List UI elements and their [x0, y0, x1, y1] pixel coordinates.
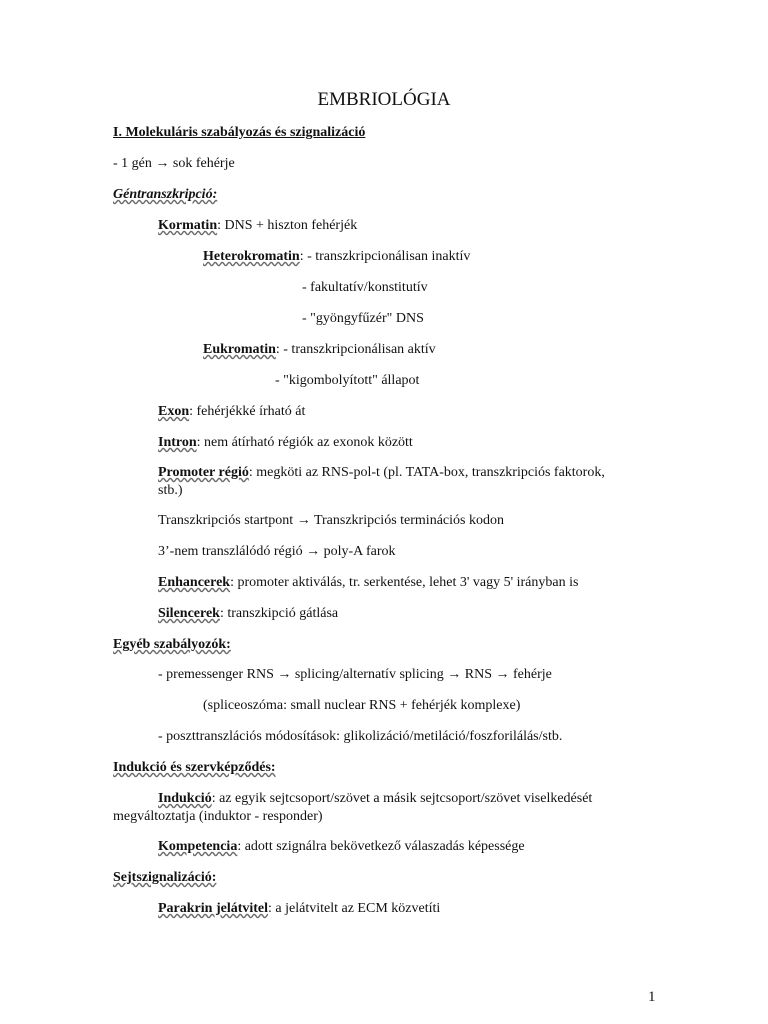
section-title: I. Molekuláris szabályozás és szignalizáció [113, 125, 366, 140]
subheading-sejtszignalizacio [113, 869, 216, 887]
silencer-line [158, 605, 338, 623]
gene-line: - 1 gén → sok fehérje [113, 156, 235, 171]
kromatin-line [158, 217, 357, 235]
definition: : transzkipció gátlása [219, 606, 339, 621]
definition: : nem átírható régiók az exonok között [196, 435, 413, 450]
definition: : promoter aktiválás, tr. serkentése, lehet 3' vagy 5' irányban is [230, 575, 579, 590]
definition: : megköti az RNS-pol-t (pl. TATA-box, transzkripciós faktorok, stb.) [158, 465, 605, 498]
poszttranszlacios-line: - poszttranszlációs módosítások: glikolizáció/metiláció/foszforilálás/stb. [158, 729, 563, 744]
promoter-line [158, 464, 620, 500]
term: Heterokromatin [203, 249, 300, 264]
subheading-indukcio [113, 759, 276, 777]
definition: : DNS + hiszton fehérjék [217, 218, 358, 233]
term: Exon [158, 404, 190, 419]
heterokromatin-line [203, 248, 470, 266]
subheading-text: Sejtszignalizáció: [113, 870, 217, 885]
intron-line [158, 434, 413, 452]
definition: : - transzkripcionálisan inaktív [299, 249, 471, 264]
exon-line [158, 403, 305, 421]
definition: : az egyik sejtcsoport/szövet a másik sejtcsoport/szövet viselkedését megváltoztatja (induktor - responder) [113, 791, 593, 824]
startpont-line: Transzkripciós startpont → Transzkripciós terminációs kodon [158, 513, 504, 528]
term: Intron [158, 435, 197, 450]
term: Kormatin [158, 218, 218, 233]
document-title: EMBRIOLÓGIA [317, 89, 451, 110]
kompetencia-line [158, 838, 525, 856]
definition: : fehérjékké írható át [189, 404, 306, 419]
definition: : a jelátvitelt az ECM közvetíti [268, 901, 441, 916]
term: Parakrin jelátvitel [158, 901, 269, 916]
premessenger-line: - premessenger RNS → splicing/alternatív splicing → RNS → fehérje [158, 667, 552, 682]
term: Enhancerek [158, 575, 231, 590]
definition: : adott szignálra bekövetkező válaszadás képessége [237, 839, 525, 854]
term: Indukció [158, 791, 212, 806]
subheading-text: Egyéb szabályozók: [113, 637, 231, 652]
heterokromatin-item-3: - "gyöngyfűzér" DNS [302, 311, 424, 326]
subheading-text: Indukció és szervképződés: [113, 760, 276, 775]
subheading-text: Géntranszkripció: [113, 187, 218, 202]
heterokromatin-item-2: - fakultatív/konstitutív [302, 280, 428, 295]
definition: : - transzkripcionálisan aktív [275, 342, 436, 357]
eukromatin-line [203, 341, 436, 359]
subheading-gentranszkripcio [113, 186, 217, 204]
indukcio-line [113, 790, 625, 826]
term: Eukromatin [203, 342, 276, 357]
term: Silencerek [158, 606, 220, 621]
spliceoszoma-line: (spliceoszóma: small nuclear RNS + fehérjék komplexe) [203, 698, 521, 713]
nem-transzlalodo-line: 3’-nem transzlálódó régió → poly-A farok [158, 544, 396, 559]
section-heading [113, 124, 365, 142]
subheading-egyeb [113, 636, 231, 654]
term: Kompetencia [158, 839, 238, 854]
enhancer-line [158, 574, 578, 592]
parakrin-line [158, 900, 440, 918]
page-number: 1 [648, 989, 656, 1005]
term: Promoter régió [158, 465, 249, 480]
eukromatin-item-2: - "kigombolyított" állapot [275, 373, 420, 388]
